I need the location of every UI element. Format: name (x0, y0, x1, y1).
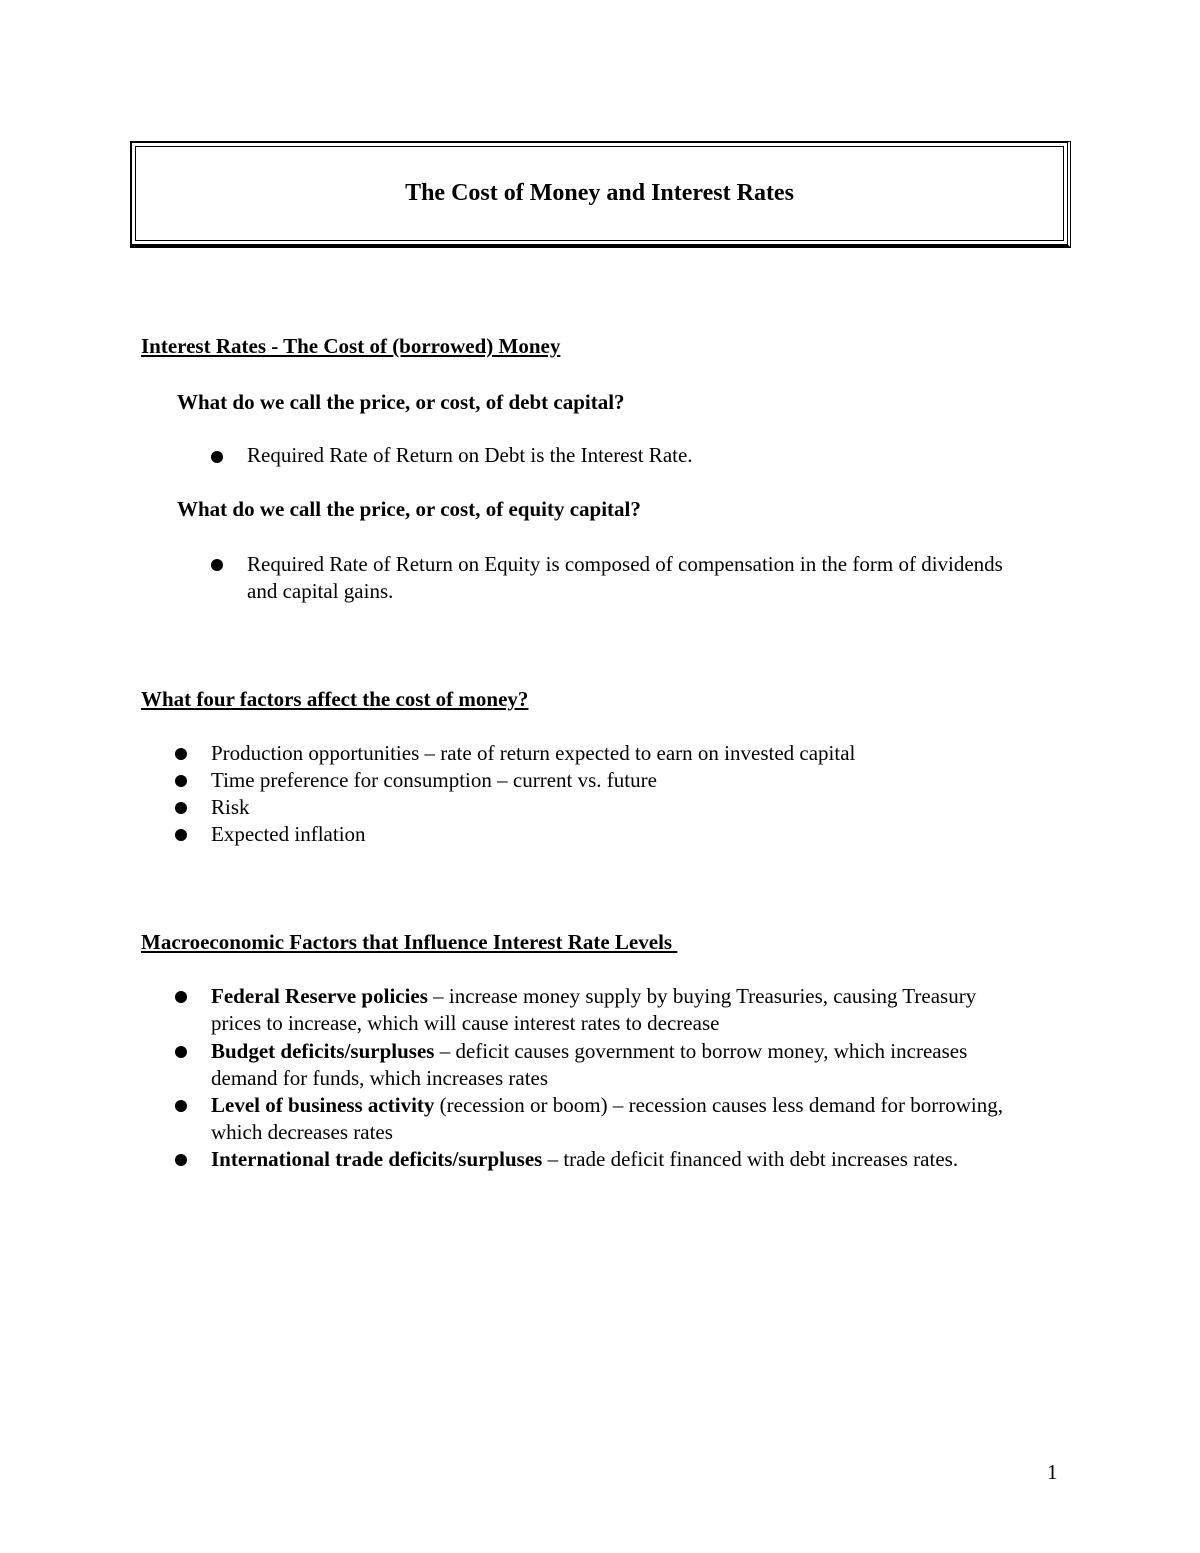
bullet-icon (175, 1100, 187, 1112)
question-debt-capital: What do we call the price, or cost, of debt capital? (177, 390, 625, 414)
list-item (211, 1038, 1011, 1092)
section-heading-interest-rates: Interest Rates - The Cost of (borrowed) Money (141, 334, 561, 358)
section-heading-four-factors: What four factors affect the cost of money? (141, 687, 529, 711)
page-number: 1 (1047, 1460, 1058, 1484)
bullet-icon (175, 1154, 187, 1166)
bullet-icon (175, 775, 187, 787)
answer-debt-capital: Required Rate of Return on Debt is the Interest Rate. (247, 443, 693, 467)
item-text: – increase money supply by buying Treasuries, causing Treasury prices to increase, which will cause interest rates to decrease (211, 984, 977, 1035)
bullet-icon (175, 991, 187, 1003)
item-text: – deficit causes government to borrow money, which increases demand for funds, which increases rates (211, 1039, 968, 1090)
list-item (211, 1146, 958, 1173)
answer-equity-capital: Required Rate of Return on Equity is composed of compensation in the form of dividends and capital gains. (247, 552, 1003, 603)
list-item: Time preference for consumption – current vs. future (211, 768, 657, 792)
bullet-icon (211, 559, 223, 571)
list-item: Expected inflation (211, 822, 366, 846)
bullet-icon (211, 451, 223, 463)
item-lead: Level of business activity (211, 1093, 435, 1117)
item-text: – trade deficit financed with debt increases rates. (542, 1147, 959, 1171)
bullet-icon (175, 829, 187, 841)
question-equity-capital: What do we call the price, or cost, of equity capital? (177, 497, 641, 521)
item-lead: Federal Reserve policies (211, 984, 428, 1008)
section-heading-macro-factors: Macroeconomic Factors that Influence Interest Rate Levels (141, 930, 678, 954)
title-box (130, 141, 1071, 248)
list-item: Production opportunities – rate of return expected to earn on invested capital (211, 741, 856, 765)
bullet-icon (175, 748, 187, 760)
bullet-icon (175, 802, 187, 814)
item-lead: Budget deficits/surpluses (211, 1039, 435, 1063)
bullet-icon (175, 1046, 187, 1058)
item-text: (recession or boom) – recession causes less demand for borrowing, which decreases rates (211, 1093, 1004, 1144)
list-item (211, 983, 1011, 1037)
page-title: The Cost of Money and Interest Rates (405, 180, 794, 206)
list-item (211, 1092, 1021, 1146)
list-item: Risk (211, 795, 250, 819)
item-lead: International trade deficits/surpluses (211, 1147, 543, 1171)
